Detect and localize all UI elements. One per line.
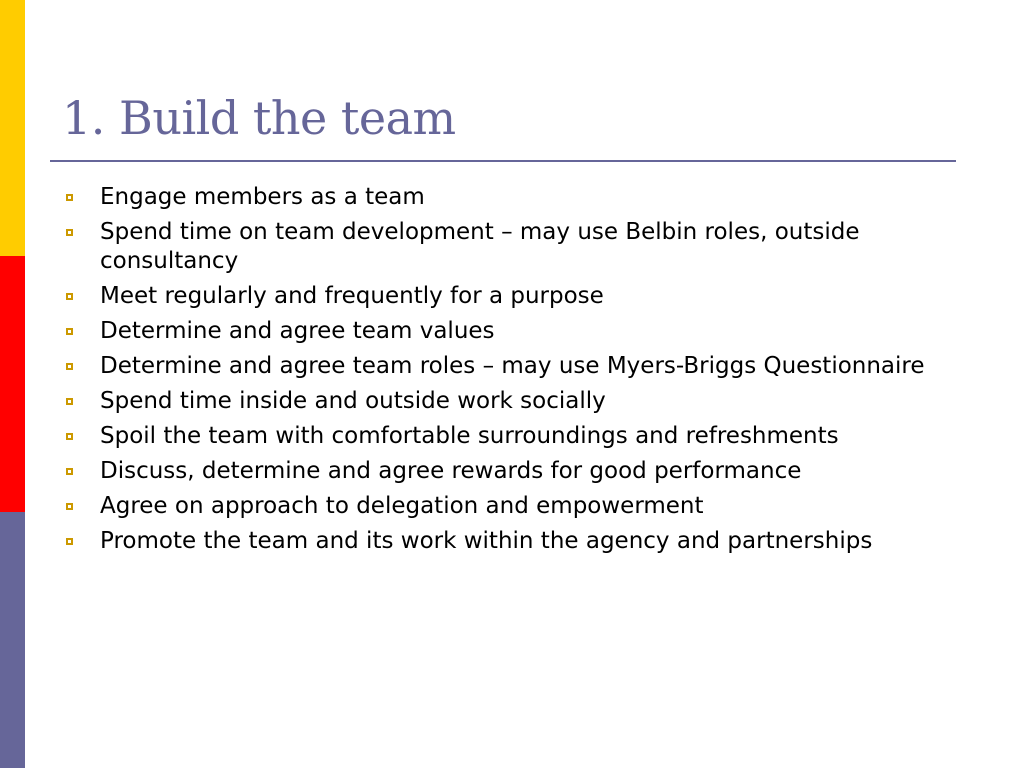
bullet-item: [62, 457, 962, 486]
bullet-text: Determine and agree team values: [100, 318, 495, 344]
bullet-item: [62, 422, 962, 451]
hollow-square-bullet-icon: [66, 468, 73, 475]
bullet-text: Meet regularly and frequently for a purpose: [100, 283, 604, 309]
side-band-yellow: [0, 0, 25, 256]
bullet-item: [62, 218, 962, 276]
hollow-square-bullet-icon: [66, 433, 73, 440]
hollow-square-bullet-icon: [66, 229, 73, 236]
side-band-purple: [0, 512, 25, 768]
hollow-square-bullet-icon: [66, 194, 73, 201]
bullet-text: Engage members as a team: [100, 184, 425, 210]
bullet-item: [62, 352, 962, 381]
hollow-square-bullet-icon: [66, 398, 73, 405]
bullet-text: Spend time inside and outside work socially: [100, 388, 606, 414]
bullet-item: [62, 183, 962, 212]
bullet-text: Determine and agree team roles – may use Myers-Briggs Questionnaire: [100, 353, 925, 379]
bullet-text: Spend time on team development – may use Belbin roles, outside consultancy: [100, 219, 860, 274]
bullet-list: [62, 183, 962, 562]
bullet-item: [62, 527, 962, 556]
bullet-item: [62, 492, 962, 521]
bullet-text: Spoil the team with comfortable surroundings and refreshments: [100, 423, 839, 449]
bullet-text: Promote the team and its work within the agency and partnerships: [100, 528, 873, 554]
bullet-text: Discuss, determine and agree rewards for good performance: [100, 458, 802, 484]
side-band-red: [0, 256, 25, 512]
hollow-square-bullet-icon: [66, 363, 73, 370]
side-color-bar: [0, 0, 25, 768]
bullet-item: [62, 317, 962, 346]
hollow-square-bullet-icon: [66, 538, 73, 545]
slide-title: 1. Build the team: [62, 91, 456, 145]
title-divider: [50, 160, 956, 162]
hollow-square-bullet-icon: [66, 293, 73, 300]
hollow-square-bullet-icon: [66, 503, 73, 510]
bullet-item: [62, 387, 962, 416]
bullet-text: Agree on approach to delegation and empowerment: [100, 493, 704, 519]
bullet-item: [62, 282, 962, 311]
hollow-square-bullet-icon: [66, 328, 73, 335]
